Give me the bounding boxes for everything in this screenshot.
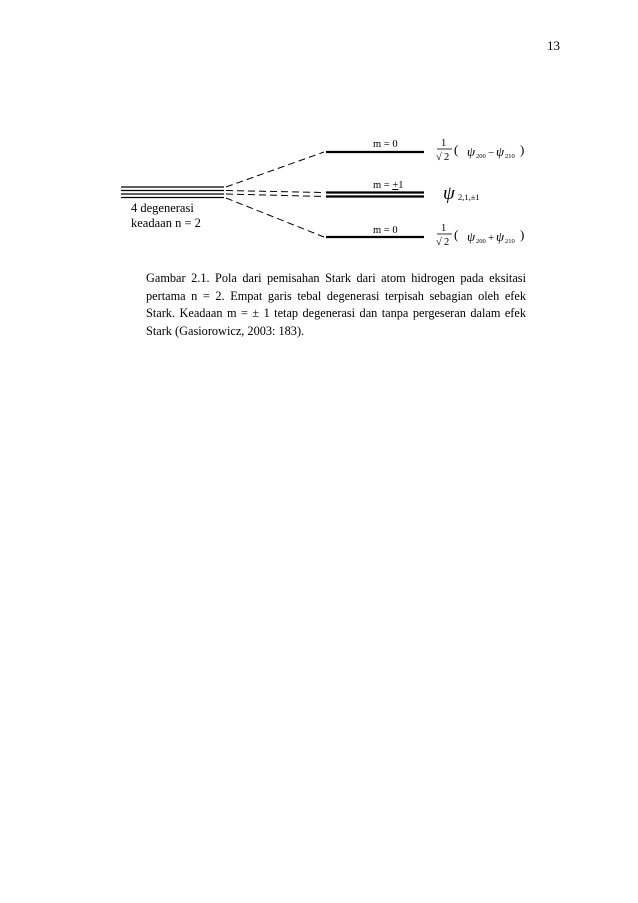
dashed-connectors — [226, 152, 324, 237]
psi-subscript: 210 — [505, 238, 515, 245]
level-upper-label: m = 0 — [373, 139, 398, 150]
figure-caption: Gambar 2.1. Pola dari pemisahan Stark dari atom hidrogen pada eksitasi pertama n = 2. Empat garis tebal degenerasi terpisah sebagian oleh efek Stark. Keadaan m = ± 1 tetap degenerasi dan tanpa pergeseran dalam efek Stark (Gasiorowicz, 2003: 183). — [146, 271, 526, 338]
formula-middle — [443, 183, 480, 204]
formula-lower — [436, 223, 524, 248]
psi-symbol: ψ — [443, 183, 455, 204]
degenerate-level-lines — [121, 187, 224, 198]
close-paren: ) — [520, 227, 525, 242]
psi-symbol: ψ — [467, 229, 476, 244]
psi-subscript: 2,1,±1 — [458, 192, 480, 202]
close-paren: ) — [520, 142, 525, 157]
degenerate-label-line1: 4 degenerasi — [131, 201, 194, 215]
sqrt-symbol: √ — [436, 152, 442, 163]
psi-subscript: 210 — [505, 153, 515, 160]
psi-symbol: ψ — [467, 144, 476, 159]
level-middle-label: m = +1 — [373, 180, 404, 191]
plus-minus-sign: + — [392, 180, 399, 191]
psi-symbol: ψ — [496, 144, 505, 159]
open-paren: ( — [454, 227, 459, 242]
operator: − — [488, 147, 495, 159]
psi-subscript: 200 — [476, 238, 486, 245]
frac-denominator: 2 — [444, 237, 450, 248]
frac-denominator: 2 — [444, 152, 450, 163]
degenerate-label-line2: keadaan n = 2 — [131, 216, 201, 230]
psi-symbol: ψ — [496, 229, 505, 244]
frac-numerator: 1 — [441, 223, 447, 234]
stark-splitting-diagram — [0, 0, 638, 270]
formula-upper — [436, 138, 524, 163]
sqrt-symbol: √ — [436, 237, 442, 248]
open-paren: ( — [454, 142, 459, 157]
level-lower-label: m = 0 — [373, 225, 398, 236]
frac-numerator: 1 — [441, 138, 447, 149]
page-number: 13 — [547, 38, 560, 53]
psi-subscript: 200 — [476, 153, 486, 160]
operator: + — [488, 232, 495, 244]
